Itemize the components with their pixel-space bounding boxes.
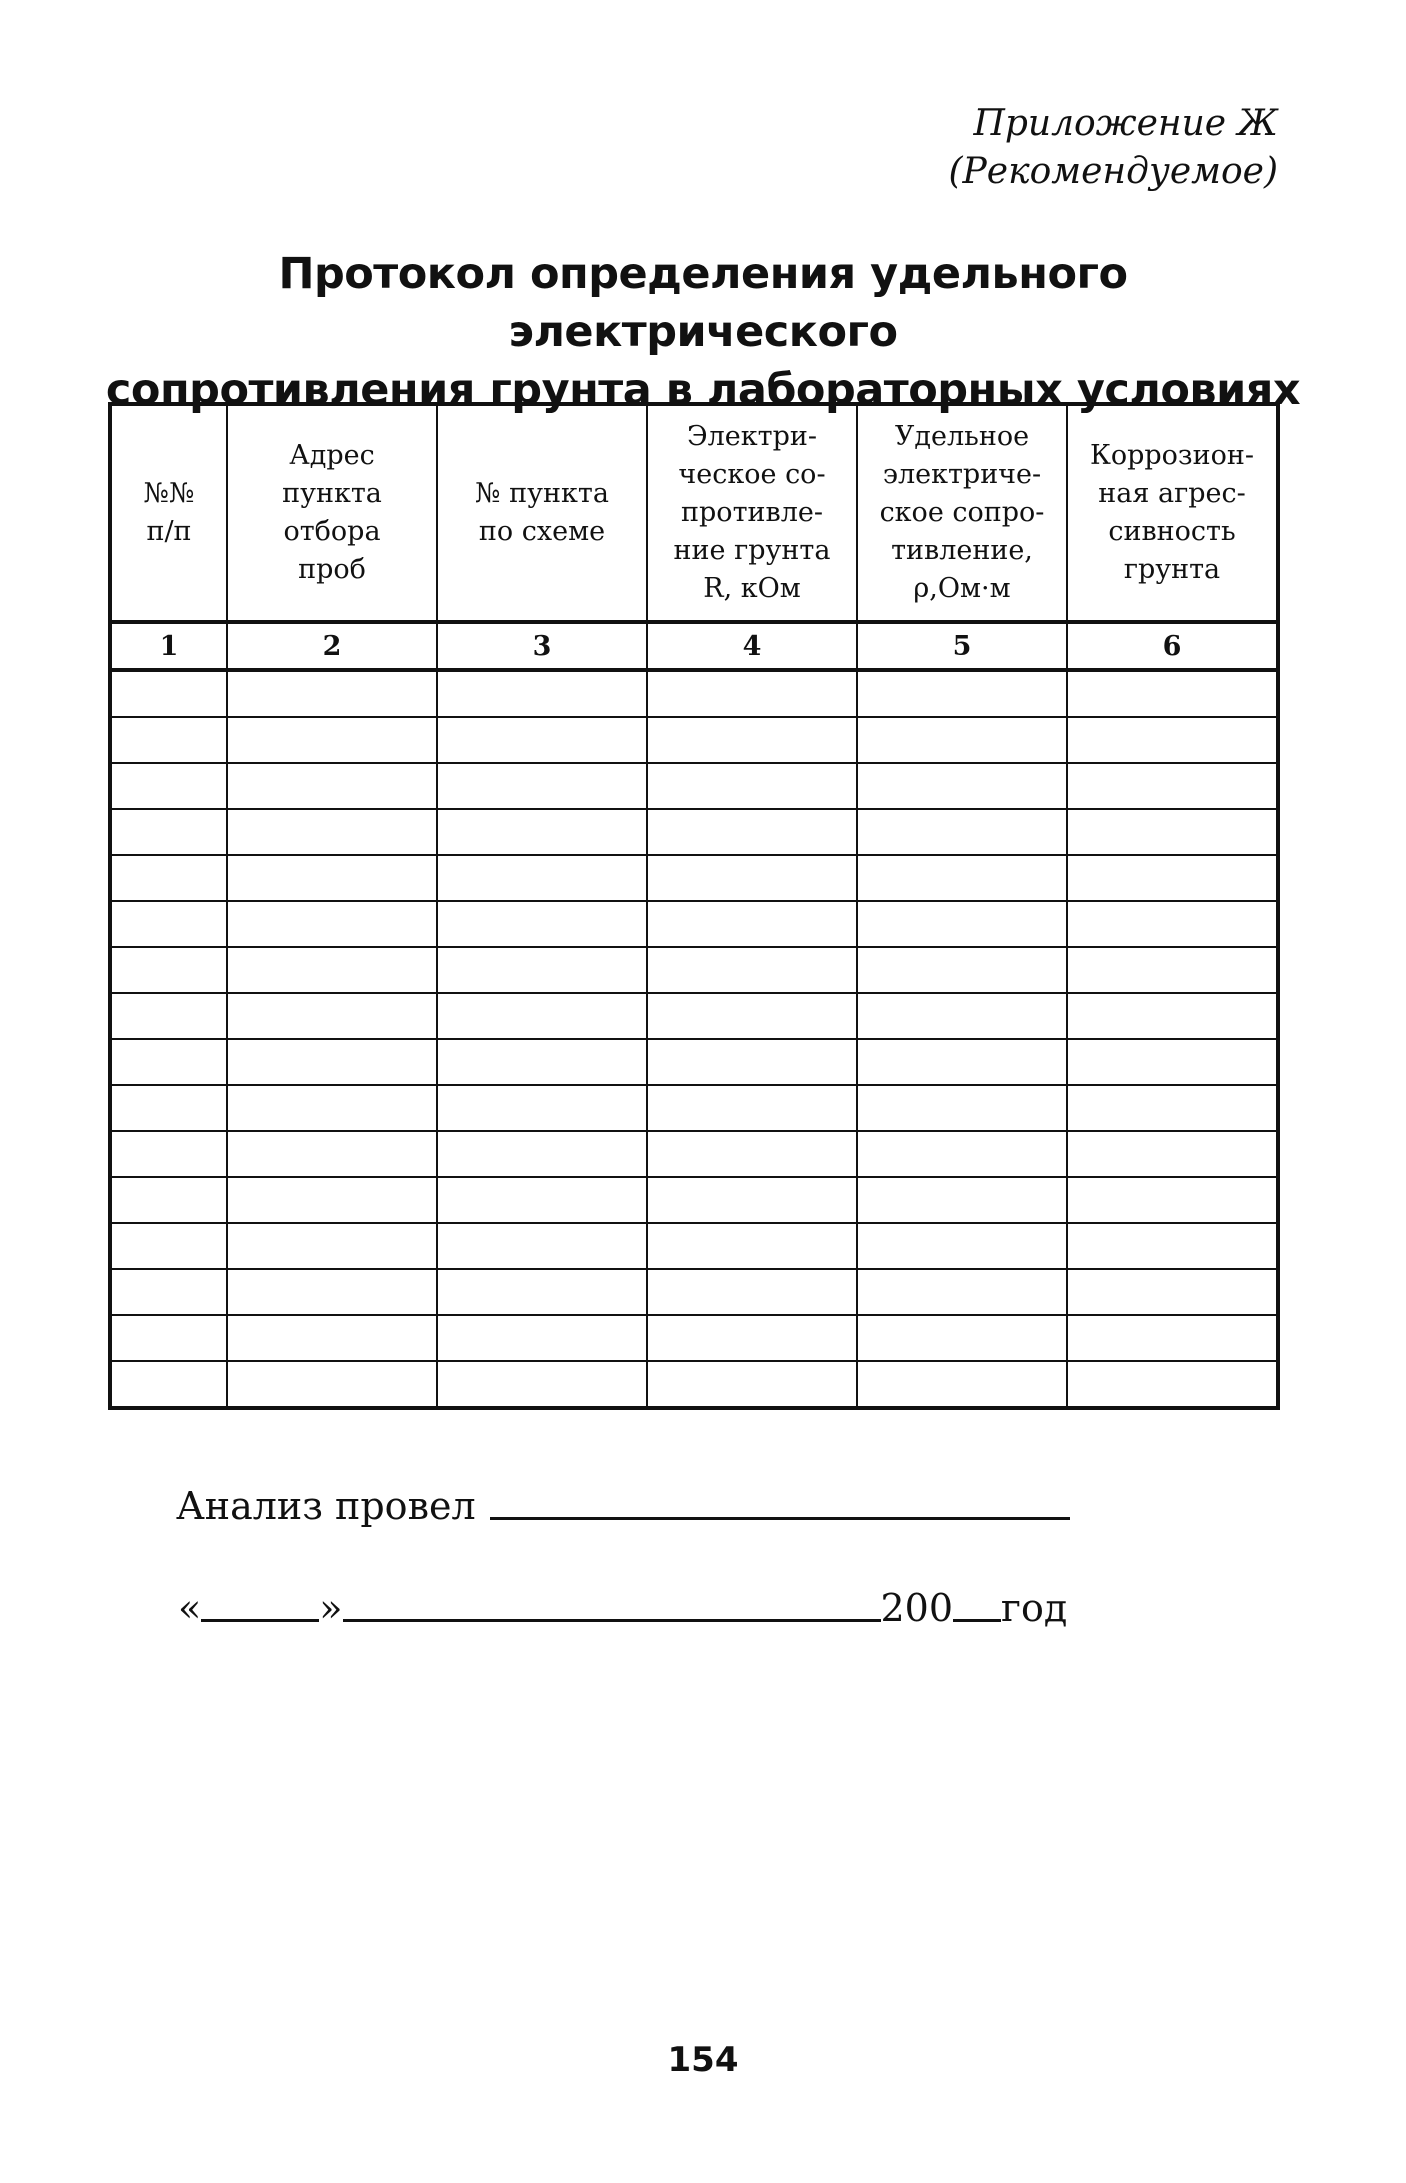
column-number: 4 <box>647 622 857 670</box>
header-cell-resistivity <box>857 404 1067 622</box>
table-row <box>110 670 1278 717</box>
table-cell <box>1067 1361 1278 1408</box>
table-cell <box>227 993 437 1039</box>
table-row <box>110 1315 1278 1361</box>
table-cell <box>437 670 647 717</box>
table-cell <box>110 809 227 855</box>
table-cell <box>227 947 437 993</box>
open-quote: « <box>178 1586 202 1630</box>
table-cell <box>1067 1315 1278 1361</box>
close-quote: » <box>319 1586 343 1630</box>
table-cell <box>227 763 437 809</box>
date-line <box>178 1586 1067 1630</box>
table-cell <box>647 1361 857 1408</box>
header-text: отбора <box>283 516 381 547</box>
header-text: сивность <box>1108 516 1236 547</box>
table-cell <box>857 1223 1067 1269</box>
table-cell <box>647 1085 857 1131</box>
table-cell <box>1067 670 1278 717</box>
table-cell <box>647 1269 857 1315</box>
year-prefix: 200 <box>880 1586 954 1630</box>
table-cell <box>437 1269 647 1315</box>
header-text: п/п <box>146 516 192 547</box>
header-text: Адрес <box>289 440 375 471</box>
table-cell <box>1067 763 1278 809</box>
header-text: R, кОм <box>703 573 801 604</box>
header-cell-number <box>110 404 227 622</box>
table-cell <box>857 1039 1067 1085</box>
table-cell <box>1067 1039 1278 1085</box>
table-row <box>110 1223 1278 1269</box>
table-cell <box>647 1223 857 1269</box>
header-text: ρ,Ом·м <box>913 573 1011 604</box>
header-text: по схеме <box>478 516 606 547</box>
table-cell <box>227 855 437 901</box>
table-row <box>110 717 1278 763</box>
table-cell <box>110 855 227 901</box>
appendix-label <box>949 100 1278 196</box>
table-cell <box>110 717 227 763</box>
table-cell <box>1067 1223 1278 1269</box>
header-text: ная агрес- <box>1098 478 1246 509</box>
analysis-signature <box>176 1484 1070 1528</box>
table-cell <box>647 1039 857 1085</box>
table-cell <box>227 1269 437 1315</box>
table-cell <box>437 1085 647 1131</box>
table-cell <box>227 1315 437 1361</box>
table-cell <box>857 993 1067 1039</box>
table-cell <box>647 809 857 855</box>
table-cell <box>647 993 857 1039</box>
header-text: Удельное <box>894 421 1030 452</box>
table-cell <box>647 855 857 901</box>
table-cell <box>1067 947 1278 993</box>
table-row <box>110 1131 1278 1177</box>
table-cell <box>647 763 857 809</box>
table-cell <box>1067 809 1278 855</box>
column-number: 1 <box>110 622 227 670</box>
table-cell <box>227 1039 437 1085</box>
table-cell <box>647 1131 857 1177</box>
table-cell <box>1067 1269 1278 1315</box>
table-cell <box>1067 1085 1278 1131</box>
appendix-status: (Рекомендуемое) <box>948 151 1278 192</box>
table-cell <box>437 901 647 947</box>
header-text: №№ <box>143 478 195 509</box>
table-cell <box>437 1131 647 1177</box>
header-text: проб <box>298 554 366 585</box>
title-line-1: Протокол определения удельного электрического <box>278 249 1128 357</box>
table-cell <box>227 1361 437 1408</box>
column-number-row <box>110 622 1278 670</box>
table-cell <box>857 1315 1067 1361</box>
table-cell <box>227 717 437 763</box>
table-cell <box>857 947 1067 993</box>
table-cell <box>437 1177 647 1223</box>
analysis-label: Анализ провел <box>176 1484 476 1528</box>
table-cell <box>227 1131 437 1177</box>
column-number: 6 <box>1067 622 1278 670</box>
header-text: противле- <box>681 497 823 528</box>
table-cell <box>1067 1131 1278 1177</box>
table-cell <box>857 763 1067 809</box>
table-cell <box>857 1177 1067 1223</box>
table-cell <box>1067 855 1278 901</box>
month-blank <box>343 1615 881 1622</box>
table-cell <box>227 670 437 717</box>
table-cell <box>437 1315 647 1361</box>
year-suffix: год <box>1001 1586 1068 1630</box>
table-cell <box>227 809 437 855</box>
table-cell <box>857 1131 1067 1177</box>
table-cell <box>437 855 647 901</box>
table-cell <box>1067 1177 1278 1223</box>
table-row <box>110 763 1278 809</box>
table-cell <box>857 717 1067 763</box>
column-number: 3 <box>437 622 647 670</box>
header-cell-address <box>227 404 437 622</box>
analysis-signature-line <box>490 1513 1070 1520</box>
table-cell <box>110 1361 227 1408</box>
column-number: 5 <box>857 622 1067 670</box>
table-cell <box>110 670 227 717</box>
table-cell <box>647 670 857 717</box>
table-row <box>110 1039 1278 1085</box>
table-row <box>110 1085 1278 1131</box>
table-cell <box>110 1315 227 1361</box>
table-cell <box>110 1131 227 1177</box>
table-cell <box>437 1223 647 1269</box>
table-cell <box>110 993 227 1039</box>
title-line-2: сопротивления грунта в лабораторных условиях <box>105 365 1301 415</box>
table-row <box>110 1361 1278 1408</box>
table-row <box>110 993 1278 1039</box>
table-cell <box>110 947 227 993</box>
table-cell <box>1067 993 1278 1039</box>
table-cell <box>227 901 437 947</box>
table-cell <box>110 1223 227 1269</box>
header-text: пункта <box>282 478 382 509</box>
header-row <box>110 404 1278 622</box>
table-cell <box>227 1177 437 1223</box>
table-cell <box>437 809 647 855</box>
header-text: ческое со- <box>678 459 826 490</box>
table-cell <box>857 855 1067 901</box>
table-row <box>110 1269 1278 1315</box>
year-blank <box>953 1615 1001 1622</box>
day-blank <box>201 1615 319 1622</box>
table-cell <box>857 1269 1067 1315</box>
table-cell <box>437 717 647 763</box>
table-cell <box>437 947 647 993</box>
header-text: ние грунта <box>673 535 831 566</box>
protocol-table <box>108 402 1280 1410</box>
header-cell-resistance <box>647 404 857 622</box>
appendix-title: Приложение Ж <box>973 103 1278 144</box>
table-cell <box>110 901 227 947</box>
table-cell <box>647 947 857 993</box>
table-cell <box>110 763 227 809</box>
table-cell <box>857 670 1067 717</box>
table-cell <box>647 717 857 763</box>
table-cell <box>857 1361 1067 1408</box>
page-number: 154 <box>667 2040 739 2080</box>
table-cell <box>437 763 647 809</box>
header-text: Электри- <box>686 421 817 452</box>
header-cell-point <box>437 404 647 622</box>
table-cell <box>647 1315 857 1361</box>
table-cell <box>110 1177 227 1223</box>
table-cell <box>1067 901 1278 947</box>
table-row <box>110 901 1278 947</box>
table-cell <box>647 1177 857 1223</box>
table-row <box>110 809 1278 855</box>
table-row <box>110 947 1278 993</box>
header-text: тивление, <box>891 535 1033 566</box>
table-cell <box>437 1039 647 1085</box>
table-cell <box>647 901 857 947</box>
table-cell <box>437 993 647 1039</box>
table-cell <box>110 1085 227 1131</box>
header-cell-corrosivity <box>1067 404 1278 622</box>
header-text: ское сопро- <box>879 497 1045 528</box>
table-row <box>110 1177 1278 1223</box>
header-text: Коррозион- <box>1089 440 1255 471</box>
table-cell <box>227 1085 437 1131</box>
table-cell <box>857 901 1067 947</box>
table-cell <box>857 1085 1067 1131</box>
table-row <box>110 855 1278 901</box>
table-cell <box>857 809 1067 855</box>
table-cell <box>110 1039 227 1085</box>
document-title <box>100 245 1306 419</box>
table-cell <box>110 1269 227 1315</box>
table-cell <box>437 1361 647 1408</box>
header-text: электриче- <box>882 459 1042 490</box>
table-cell <box>227 1223 437 1269</box>
header-text: грунта <box>1123 554 1221 585</box>
header-text: № пункта <box>475 478 609 509</box>
column-number: 2 <box>227 622 437 670</box>
table-cell <box>1067 717 1278 763</box>
